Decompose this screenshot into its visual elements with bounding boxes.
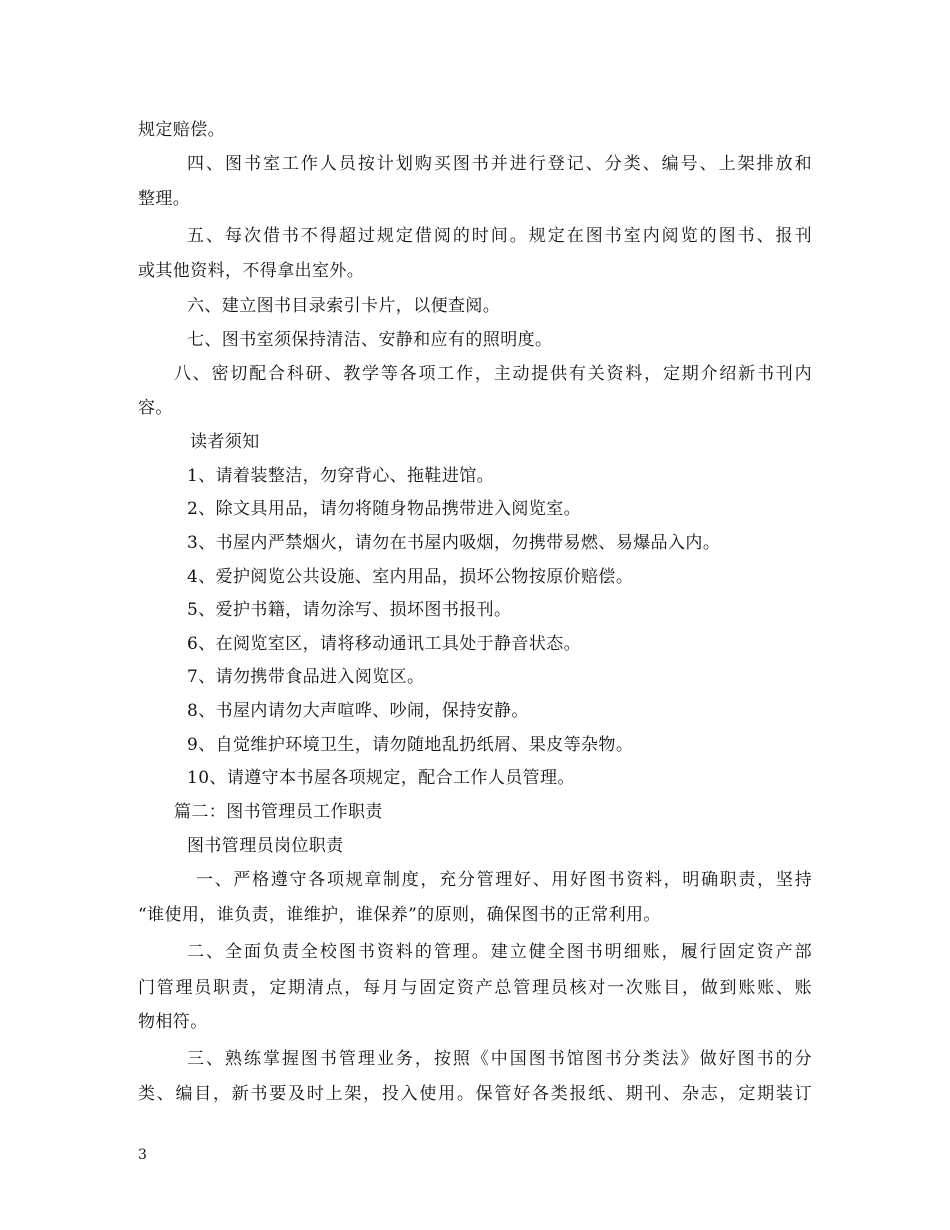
list-item: 6、在阅览室区，请将移动通讯工具处于静音状态。 [187,634,582,654]
text-line: 物相符。 [138,1012,208,1032]
text-line: 八、密切配合科研、教学等各项工作，主动提供有关资料，定期介绍新书刊内 [174,364,812,384]
text-line: 容。 [138,398,173,418]
text-line: 一、严格遵守各项规章制度，充分管理好、用好图书资料，明确职责，坚持 [196,870,812,890]
text-line: 五、每次借书不得超过规定借阅的时间。规定在图书室内阅览的图书、报刊 [187,226,812,246]
text-line: 规定赔偿。 [138,120,225,140]
list-item: 7、请勿携带食品进入阅览区。 [187,667,425,687]
text-line: “谁使用，谁负责，谁维护，谁保养”的原则，确保图书的正常利用。 [138,905,661,925]
text-line: 类、编目，新书要及时上架，投入使用。保管好各类报纸、期刊、杂志，定期装订 [138,1084,812,1104]
list-item: 10、请遵守本书屋各项规定，配合工作人员管理。 [187,768,575,788]
page-number: 3 [138,1147,147,1163]
text-line: 二、全面负责全校图书资料的管理。建立健全图书明细账，履行固定资产部 [187,942,812,962]
section-heading: 读者须知 [190,432,260,452]
section-heading: 篇二：图书管理员工作职责 [174,802,383,822]
list-item: 1、请着装整洁，勿穿背心、拖鞋进馆。 [187,466,495,486]
list-item: 4、爱护阅览公共设施、室内用品，损坏公物按原价赔偿。 [187,567,634,587]
text-line: 或其他资料，不得拿出室外。 [138,261,365,281]
text-line: 三、熟练掌握图书管理业务，按照《中国图书馆图书分类法》做好图书的分 [187,1049,812,1069]
text-line: 门管理员职责，定期清点，每月与固定资产总管理员核对一次账目，做到账账、账 [138,978,812,998]
text-line: 七、图书室须保持清洁、安静和应有的照明度。 [187,330,553,350]
section-subheading: 图书管理员岗位职责 [187,836,344,856]
text-line: 整理。 [138,189,191,209]
list-item: 3、书屋内严禁烟火，请勿在书屋内吸烟，勿携带易燃、易爆品入内。 [187,533,721,553]
text-line: 四、图书室工作人员按计划购买图书并进行登记、分类、编号、上架排放和 [187,154,812,174]
list-item: 5、爱护书籍，请勿涂写、损坏图书报刊。 [187,600,512,620]
list-item: 2、除文具用品，请勿将随身物品携带进入阅览室。 [187,499,582,519]
list-item: 8、书屋内请勿大声喧哗、吵闹，保持安静。 [187,701,529,721]
text-line: 六、建立图书目录索引卡片，以便查阅。 [187,296,501,316]
list-item: 9、自觉维护环境卫生，请勿随地乱扔纸屑、果皮等杂物。 [187,735,634,755]
